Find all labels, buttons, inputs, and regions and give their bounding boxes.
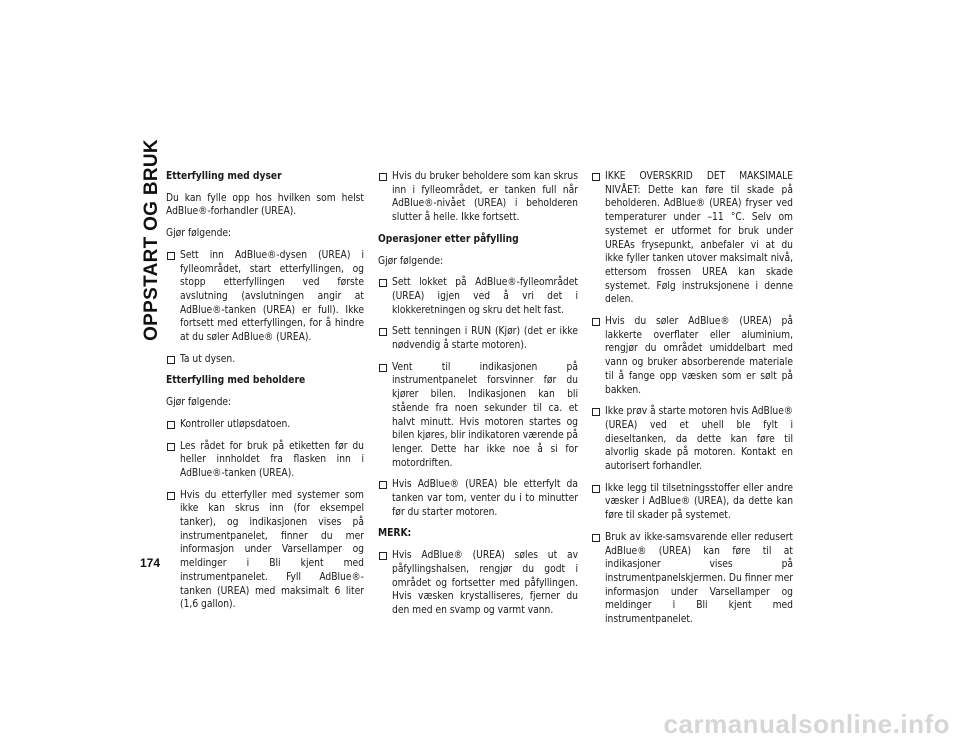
bullet-list — [166, 418, 364, 612]
checkbox-bullet-icon — [592, 408, 600, 416]
list-item-text: Ikke legg til tilsetningsstoffer eller andre væsker i AdBlue® (UREA), da dette kan føre til skader på systemet. — [605, 482, 793, 522]
heading-after-refill: Operasjoner etter påfylling — [378, 233, 519, 245]
column-3 — [591, 170, 793, 635]
checkbox-bullet-icon — [592, 485, 600, 493]
checkbox-bullet-icon — [379, 481, 387, 489]
list-item-text: Bruk av ikke-samsvarende eller redusert AdBlue® (UREA) kan føre til at indikasjoner vises på instrumentpanelskjermen. Du finner mer informasjon under Varsellamper og meldinger i Bli kjent med instrumentpanelet. — [605, 531, 793, 626]
page-number: 174 — [140, 556, 161, 570]
heading-refill-containers: Etterfylling med beholdere — [166, 375, 306, 387]
list-item-text: Hvis du bruker beholdere som kan skrus inn i fylleområdet, er tanken full når AdBlue®-nivået (UREA) i beholderen slutter å helle. Ikke fortsett. — [392, 171, 578, 224]
list-item — [378, 549, 578, 618]
checkbox-bullet-icon — [167, 443, 175, 451]
checkbox-bullet-icon — [379, 328, 387, 336]
checkbox-bullet-icon — [592, 318, 600, 326]
list-item — [591, 315, 793, 397]
bullet-list — [591, 170, 793, 627]
list-item — [378, 325, 578, 352]
list-item-text: Les rådet for bruk på etiketten før du heller innholdet fra flasken inn i AdBlue®-tanken (UREA). — [180, 440, 364, 479]
bullet-list — [166, 249, 364, 367]
paragraph-do-following: Gjør følgende: — [166, 228, 232, 240]
checkbox-bullet-icon — [379, 173, 387, 181]
column-2 — [378, 170, 578, 626]
list-item-text: IKKE OVERSKRID DET MAKSIMALE NIVÅET: Dette kan føre til skade på beholderen. AdBlue® (UREA) fryser ved temperaturer under –11 °C. Selv om systemet er utformet for bruk under UREAs frysepunkt, anbefaler vi at du ikke fyller tanken utover maksimalt nivå, ettersom frossen UREA kan skade systemet. Følg instruksjonene i denne delen. — [605, 171, 793, 306]
list-item-text: Sett tenningen i RUN (Kjør) (det er ikke nødvendig å starte motoren). — [392, 326, 578, 352]
list-item — [591, 405, 793, 474]
checkbox-bullet-icon — [379, 364, 387, 372]
list-item-text: Vent til indikasjonen på instrumentpanelet forsvinner før du kjører bilen. Indikasjonen kan bli stående fra noen sekunder til ca. et halvt minutt. Hvis motoren startes og bilen kjøres, blir indikatoren værende på lenger. Dette har ikke noe å si for motordriften. — [392, 361, 578, 469]
list-item — [166, 489, 364, 612]
checkbox-bullet-icon — [167, 252, 175, 260]
list-item-text: Hvis du søler AdBlue® (UREA) på lakkerte overflater eller aluminium, rengjør du området umiddelbart med vann og bruker absorberende materiale til å fange opp væsken som er sølt på bakken. — [605, 316, 793, 396]
list-item — [166, 440, 364, 481]
checkbox-bullet-icon — [167, 356, 175, 364]
watermark: carmanualsonline.info — [663, 709, 950, 739]
bullet-list — [378, 549, 578, 618]
list-item-text: Kontroller utløpsdatoen. — [180, 418, 291, 430]
list-item-text: Hvis AdBlue® (UREA) søles ut av påfyllingshalsen, rengjør du godt i området og fortsetter med påfyllingen. Hvis væsken krystalliseres, fjerner du den med en svamp og varmt vann. — [392, 550, 578, 616]
section-side-tab-label: OPPSTART OG BRUK — [141, 139, 162, 341]
list-item — [591, 482, 793, 523]
list-item — [591, 531, 793, 627]
list-item — [378, 276, 578, 317]
heading-refill-nozzles: Etterfylling med dyser — [166, 171, 282, 182]
section-side-tab — [139, 139, 165, 341]
checkbox-bullet-icon — [167, 492, 175, 500]
list-item-text: Hvis du etterfyller med systemer som ikke kan skrus inn (for eksempel tanker), og indikasjonen vises på instrumentpanelet, finner du mer informasjon under Varsellamper og meldinger i Bli kjent med instrumentpanelet. Fyll AdBlue®-tanken (UREA) med maksimalt 6 liter (1,6 gallon). — [180, 489, 364, 611]
checkbox-bullet-icon — [592, 173, 600, 181]
paragraph-do-following: Gjør følgende: — [378, 255, 444, 267]
checkbox-bullet-icon — [167, 421, 175, 429]
list-item-text: Ta ut dysen. — [180, 353, 236, 365]
list-item-text: Sett inn AdBlue®-dysen (UREA) i fylleområdet, start etterfyllingen, og stopp etterfyllingen ved første avslutning (avslutningen angir at AdBlue®-tanken (UREA) er full). Ikke fortsett med etterfyllingen, for å hindre at du søler AdBlue® (UREA). — [180, 249, 364, 344]
list-item — [591, 170, 793, 307]
checkbox-bullet-icon — [379, 552, 387, 560]
list-item — [166, 418, 364, 432]
list-item-text: Sett lokket på AdBlue®-fylleområdet (UREA) igjen ved å vri det i klokkeretningen og skru det helt fast. — [392, 277, 578, 316]
checkbox-bullet-icon — [379, 279, 387, 287]
column-1 — [166, 170, 364, 620]
list-item — [166, 249, 364, 345]
list-item-text: Hvis AdBlue® (UREA) ble etterfylt da tanken var tom, venter du i to minutter før du starter motoren. — [392, 479, 578, 518]
list-item-text: Ikke prøv å starte motoren hvis AdBlue® (UREA) ved et uhell ble fylt i dieseltanken, da dette kan føre til alvorlig skade på motoren. Kontakt en autorisert forhandler. — [605, 406, 793, 473]
checkbox-bullet-icon — [592, 534, 600, 542]
list-item — [378, 361, 578, 471]
paragraph-intro: Du kan fylle opp hos hvilken som helst AdBlue®-forhandler (UREA). — [166, 192, 364, 218]
list-item — [166, 353, 364, 367]
list-item — [378, 478, 578, 519]
paragraph-do-following: Gjør følgende: — [166, 397, 232, 409]
bullet-list — [378, 276, 578, 519]
bullet-list — [378, 170, 578, 225]
heading-note: MERK: — [378, 528, 412, 540]
list-item — [378, 170, 578, 225]
